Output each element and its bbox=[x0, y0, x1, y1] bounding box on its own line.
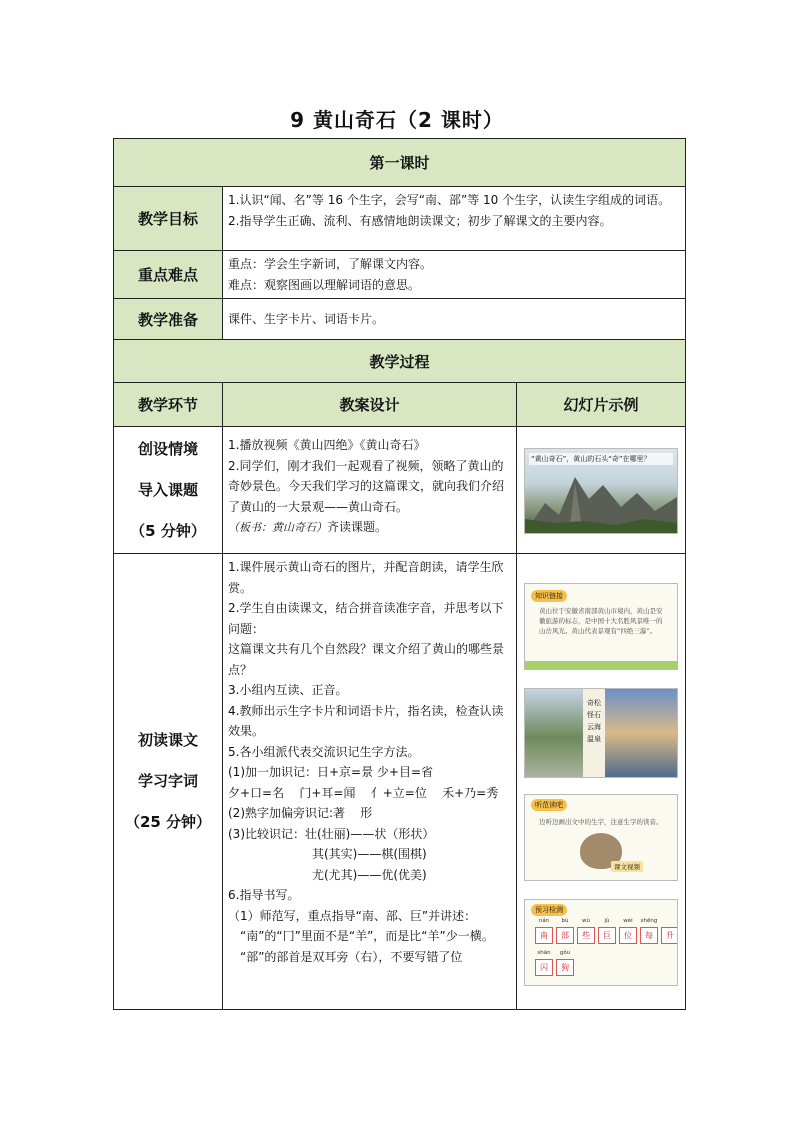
char-box: 狗 bbox=[556, 959, 574, 976]
char-box: 些 bbox=[577, 927, 595, 944]
stage1-label bbox=[114, 427, 223, 554]
slide-knowledge-link bbox=[524, 583, 678, 670]
pinyin: wèi bbox=[623, 918, 633, 924]
char-box: 部 bbox=[556, 927, 574, 944]
design-line: (3)比较识记：壮(壮丽)——状（形状） bbox=[228, 826, 435, 841]
video-button[interactable]: 课文视频 bbox=[611, 861, 643, 872]
key-point-line: 重点：学会生字新词，了解课文内容。 bbox=[228, 257, 433, 271]
char-box: 巨 bbox=[598, 927, 616, 944]
design-line: (2)熟字加偏旁识记:著 形 bbox=[228, 806, 373, 820]
wonder-item: 奇松 bbox=[587, 699, 602, 707]
stage1-label-line: 导入课题 bbox=[137, 480, 198, 499]
slide-text: 边听边画出文中的生字，注意生字的读音。 bbox=[539, 818, 663, 826]
objectives-content bbox=[223, 187, 686, 251]
objective-line: 1.认识“闻、名”等 16 个生字，会写“南、部”等 10 个生字，认读生字组成的词语。 bbox=[228, 193, 671, 207]
stage2-duration: （25 分钟） bbox=[124, 813, 212, 831]
wonders-list bbox=[583, 689, 605, 777]
design-line: (1)加一加识记：日+京=景 少+目=省 bbox=[228, 765, 434, 779]
stage2-label-line: 初读课文 bbox=[137, 731, 198, 749]
design-line: “部”的部首是双耳旁（右），不要写错了位 bbox=[240, 949, 463, 964]
char-row bbox=[535, 927, 678, 944]
design-line: 尤(尤其)——优(优美) bbox=[312, 867, 427, 882]
slide-preview-check bbox=[524, 899, 678, 986]
process-header: 教学过程 bbox=[114, 340, 686, 383]
slide-footer-bar bbox=[525, 661, 677, 669]
pinyin: shēng bbox=[640, 918, 658, 924]
char-box: 南 bbox=[535, 927, 553, 944]
pinyin-row bbox=[535, 950, 574, 956]
board-note: （板书：黄山奇石） bbox=[228, 521, 327, 534]
pinyin: gǒu bbox=[559, 950, 571, 956]
slide-text: 黄山位于安徽省南部黄山市境内，黄山是安徽旅游的标志，是中国十大名胜风景唯一的山岳风光。黄山代表景观有“四绝三瀑”。 bbox=[539, 607, 663, 635]
char-box: 位 bbox=[619, 927, 637, 944]
col-slides-header: 幻灯片示例 bbox=[517, 383, 686, 427]
stage2-slides bbox=[517, 554, 686, 1010]
objectives-label: 教学目标 bbox=[114, 187, 223, 251]
key-points-label: 重点难点 bbox=[114, 251, 223, 299]
slide-four-wonders bbox=[524, 688, 678, 778]
slide-huangshan-photo bbox=[524, 448, 678, 534]
pinyin-row bbox=[535, 918, 658, 924]
key-points-content bbox=[223, 251, 686, 299]
stage1-design bbox=[223, 427, 517, 554]
char-box: 每 bbox=[640, 927, 658, 944]
col-design-header: 教案设计 bbox=[223, 383, 517, 427]
design-line: 5.各小组派代表交流识记生字方法。 bbox=[228, 744, 420, 759]
pinyin: jù bbox=[604, 918, 610, 924]
difficulty-line: 难点：观察图画以理解词语的意思。 bbox=[228, 277, 421, 292]
design-line: 1.课件展示黄山奇石的图片，并配音朗读，请学生欣赏。 bbox=[228, 560, 504, 595]
design-line: 1.播放视频《黄山四绝》《黄山奇石》 bbox=[228, 438, 426, 452]
wonder-item: 云海 bbox=[587, 723, 602, 731]
design-line: 4.教师出示生字卡片和词语卡片，指名读，检查认读效果。 bbox=[228, 703, 504, 738]
stage2-label-line: 学习字词 bbox=[137, 772, 198, 790]
pinyin: wù bbox=[582, 918, 590, 924]
board-suffix: 齐读课题。 bbox=[327, 520, 388, 534]
design-line: 6.指导书写。 bbox=[228, 888, 300, 902]
design-line: 2.同学们，刚才我们一起观看了视频，领略了黄山的奇妙景色。今天我们学习的这篇课文，就向我们介绍了黄山的一大景观——黄山奇石。 bbox=[228, 458, 505, 514]
preparation-label: 教学准备 bbox=[114, 299, 223, 340]
design-line: 其(其实)——棋(围棋) bbox=[312, 847, 427, 861]
page-title: 9 黄山奇石（2 课时） bbox=[290, 108, 504, 132]
pinyin: nán bbox=[538, 918, 550, 924]
design-line: “南”的“冂”里面不是“羊”，而是比“羊”少一横。 bbox=[240, 929, 494, 943]
wonder-item: 温泉 bbox=[587, 735, 602, 743]
pinyin: bù bbox=[561, 918, 569, 924]
slide-caption: “黄山奇石”，黄山的石头“奇”在哪里？ bbox=[529, 453, 673, 465]
lesson1-header: 第一课时 bbox=[114, 139, 686, 187]
char-row bbox=[535, 959, 574, 976]
pine-photo bbox=[525, 689, 583, 777]
stage1-slides bbox=[517, 427, 686, 554]
stage1-duration: （5 分钟） bbox=[130, 521, 206, 540]
design-line bbox=[228, 517, 511, 539]
lesson-plan-table bbox=[113, 138, 686, 1010]
wonder-item: 怪石 bbox=[587, 711, 602, 719]
col-stage-header: 教学环节 bbox=[114, 383, 223, 427]
design-line: 3.小组内互读、正音。 bbox=[228, 683, 348, 697]
mountain-peaks-image bbox=[525, 463, 677, 533]
slide-listen-reading bbox=[524, 794, 678, 881]
design-line: 这篇课文共有几个自然段？课文介绍了黄山的哪些景点？ bbox=[228, 642, 505, 677]
cloud-sea-photo bbox=[605, 689, 677, 777]
objective-line: 2.指导学生正确、流利、有感情地朗读课文；初步了解课文的主要内容。 bbox=[228, 213, 612, 228]
char-box: 升 bbox=[661, 927, 678, 944]
slide-tag: 预习检测 bbox=[531, 904, 567, 916]
pinyin: shān bbox=[537, 950, 551, 956]
design-line: 夕+口=名 门+耳=闻 亻+立=位 禾+乃=秀 bbox=[228, 785, 499, 800]
preparation-content: 课件、生字卡片、词语卡片。 bbox=[223, 299, 686, 340]
design-line: （1）师范写，重点指导“南、部、巨”并讲述： bbox=[228, 908, 477, 923]
stage1-label-line: 创设情境 bbox=[137, 439, 198, 458]
char-box: 闪 bbox=[535, 959, 553, 976]
slide-tag: 听范读吧 bbox=[531, 799, 567, 811]
slide-tag: 知识链接 bbox=[531, 590, 567, 602]
stage2-design bbox=[223, 554, 517, 1010]
stage2-label bbox=[114, 554, 223, 1010]
design-line: 2.学生自由读课文，结合拼音读准字音，并思考以下问题： bbox=[228, 601, 504, 636]
